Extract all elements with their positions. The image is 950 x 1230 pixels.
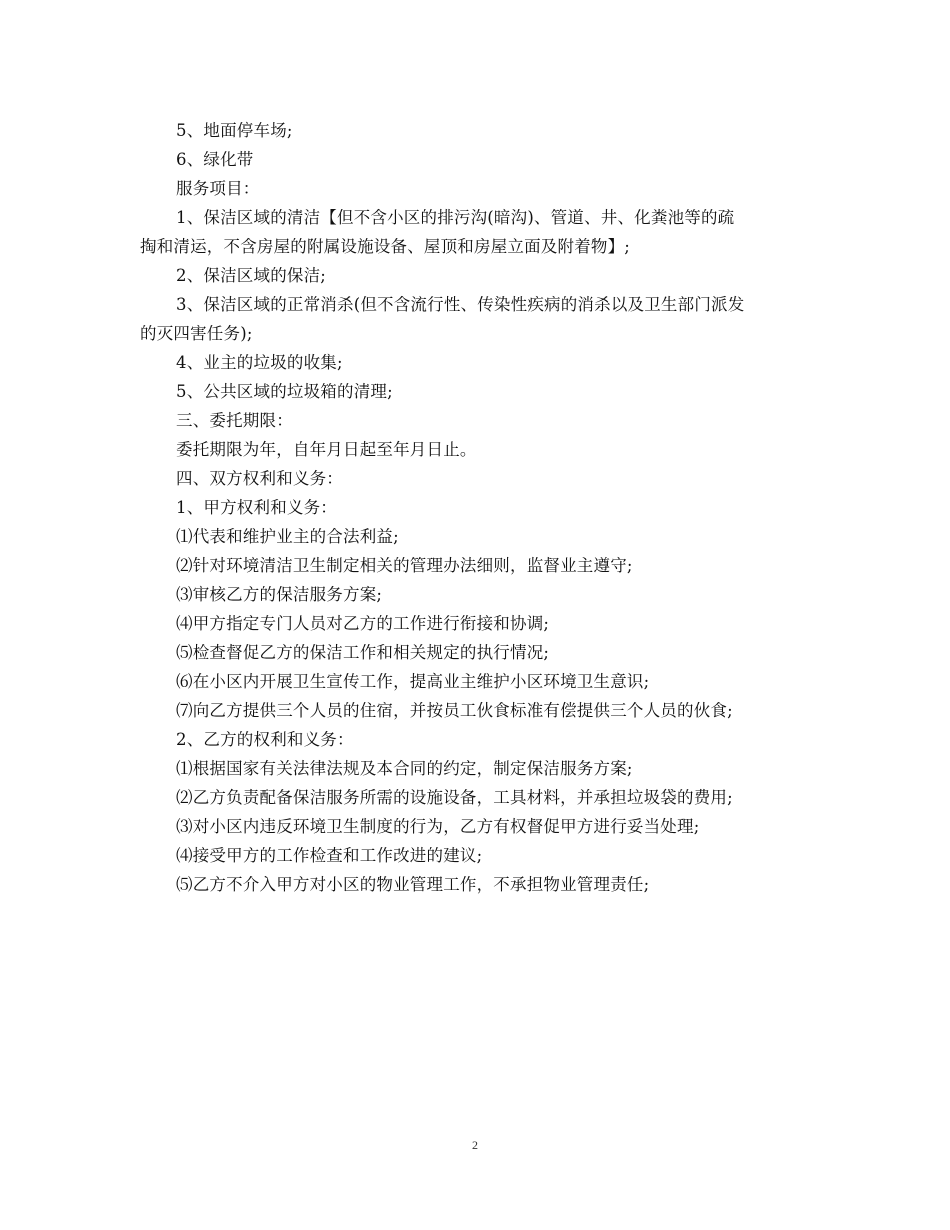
text-line: ⑴根据国家有关法律法规及本合同的约定，制定保洁服务方案; <box>176 759 633 778</box>
text-line: 3、保洁区域的正常消杀(但不含流行性、传染性疾病的消杀以及卫生部门派发 <box>176 295 745 314</box>
text-line: ⑷甲方指定专门人员对乙方的工作进行衔接和协调; <box>176 614 550 633</box>
document-body <box>140 116 820 899</box>
text-line: ⑸乙方不介入甲方对小区的物业管理工作，不承担物业管理责任; <box>176 875 650 894</box>
text-line: 2、乙方的权利和义务： <box>176 730 354 749</box>
text-line: 1、保洁区域的清洁【但不含小区的排污沟(暗沟)、管道、井、化粪池等的疏 <box>176 208 735 227</box>
text-line: 1、甲方权利和义务： <box>176 498 337 517</box>
text-line: 的灭四害任务); <box>140 324 253 343</box>
text-line: 5、公共区域的垃圾箱的清理; <box>176 382 393 401</box>
text-line: ⑷接受甲方的工作检查和工作改进的建议; <box>176 846 483 865</box>
text-line: 2、保洁区域的保洁; <box>176 266 327 285</box>
text-line: 服务项目： <box>176 179 260 198</box>
text-line: ⑸检查督促乙方的保洁工作和相关规定的执行情况; <box>176 643 550 662</box>
text-line: ⑺向乙方提供三个人员的住宿，并按员工伙食标准有偿提供三个人员的伙食; <box>176 701 733 720</box>
text-line: ⑴代表和维护业主的合法利益; <box>176 527 399 546</box>
text-line: 5、地面停车场; <box>176 121 293 140</box>
text-line: 三、委托期限： <box>176 411 293 430</box>
text-line: 四、双方权利和义务： <box>176 469 343 488</box>
page-number: 2 <box>472 1138 478 1152</box>
text-line: 委托期限为年，自年月日起至年月日止。 <box>176 440 477 459</box>
text-line: 掏和清运，不含房屋的附属设施设备、屋顶和房屋立面及附着物】; <box>140 237 631 256</box>
text-line: ⑶审核乙方的保洁服务方案; <box>176 585 383 604</box>
text-line: ⑵针对环境清洁卫生制定相关的管理办法细则，监督业主遵守; <box>176 556 633 575</box>
text-line: ⑹在小区内开展卫生宣传工作，提高业主维护小区环境卫生意识; <box>176 672 650 691</box>
text-line: 6、绿化带 <box>176 150 254 169</box>
text-line: 4、业主的垃圾的收集; <box>176 353 343 372</box>
text-line: ⑶对小区内违反环境卫生制度的行为，乙方有权督促甲方进行妥当处理; <box>176 817 700 836</box>
text-line: ⑵乙方负责配备保洁服务所需的设施设备，工具材料，并承担垃圾袋的费用; <box>176 788 733 807</box>
